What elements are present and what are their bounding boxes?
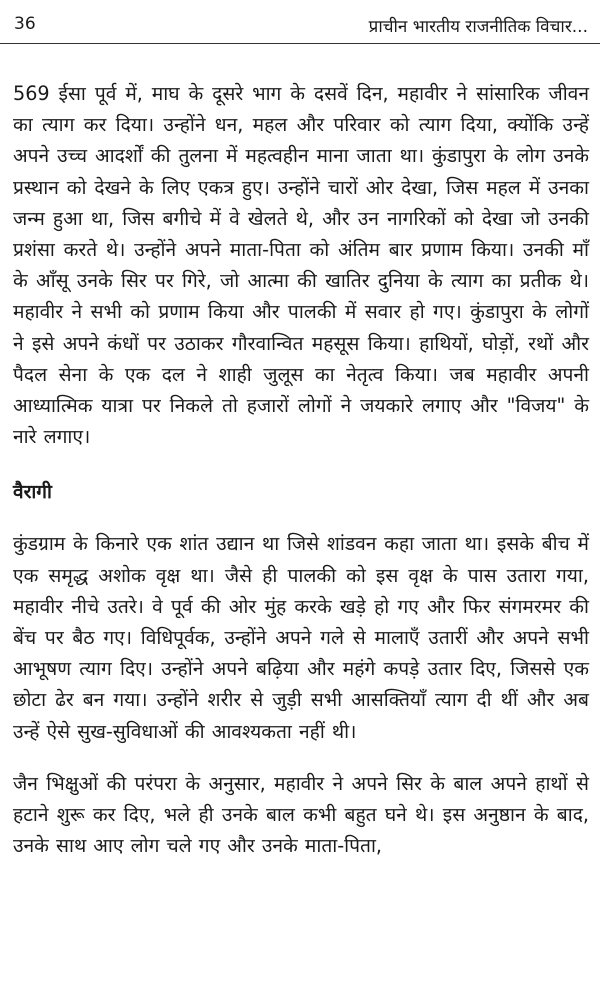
paragraph: कुंडग्राम के किनारे एक शांत उद्यान था जिसे शांडवन कहा जाता था। इसके बीच में एक समृद्ध अशोक वृक्ष था। जैसे ही पालकी को इस वृक्ष के पास उतारा गया, महावीर नीचे उतरे। वे पूर्व की ओर मुंह करके खड़े हो गए और फिर संगमरमर की बेंच पर बैठ गए। विधिपूर्वक, उन्होंने अपने गले से मालाएँ उतारीं और अपने सभी आभूषण त्याग दिए। उन्होंने अपने बढ़िया और महंगे कपड़े उतार दिए, जिससे एक छोटा ढेर बन गया। उन्होंने शरीर से जुड़ी सभी आसक्तियाँ त्याग दी थीं और अब उन्हें ऐसे सुख-सुविधाओं की आवश्यकता नहीं थी। bbox=[13, 532, 589, 743]
page-header bbox=[0, 0, 600, 44]
paragraph: 569 ईसा पूर्व में, माघ के दूसरे भाग के दसवें दिन, महावीर ने सांसारिक जीवन का त्याग कर दिया। उन्होंने धन, महल और परिवार को त्याग दिया, क्योंकि उन्हें अपने उच्च आदर्शों की तुलना में महत्वहीन माना जाता था। कुंडापुरा के लोग उनके प्रस्थान को देखने के लिए एकत्र हुए। उन्होंने चारों ओर देखा, जिस महल में उनका जन्म हुआ था, जिस बगीचे में वे खेलते थे, और उन नागरिकों को देखा जो उनकी प्रशंसा करते थे। उन्होंने अपने माता-पिता को अंतिम बार प्रणाम किया। उनकी माँ के आँसू उनके सिर पर गिरे, जो आत्मा की खातिर दुनिया के त्याग का प्रतीक थे। महावीर ने सभी को प्रणाम किया और पालकी में सवार हो गए। कुंडापुरा के लोगों ने इसे अपने कंधों पर उठाकर गौरवान्वित महसूस किया। हाथियों, घोड़ों, रथों और पैदल सेना के एक दल ने शाही जुलूस का नेतृत्व किया। जब महावीर अपनी आध्यात्मिक यात्रा पर निकले तो हजारों लोगों ने जयकारे लगाए और "विजय" के नारे लगाए। bbox=[13, 82, 589, 449]
page-number: 36 bbox=[14, 14, 36, 34]
page-body bbox=[13, 78, 589, 861]
paragraph: जैन भिक्षुओं की परंपरा के अनुसार, महावीर ने अपने सिर के बाल अपने हाथों से हटाने शुरू कर दिए, भले ही उनके बाल कभी बहुत घने थे। इस अनुष्ठान के बाद, उनके साथ आए लोग चले गए और उनके माता-पिता, bbox=[13, 771, 589, 858]
section-heading: वैरागी bbox=[13, 481, 52, 504]
running-title: प्राचीन भारतीय राजनीतिक विचार... bbox=[368, 17, 588, 37]
